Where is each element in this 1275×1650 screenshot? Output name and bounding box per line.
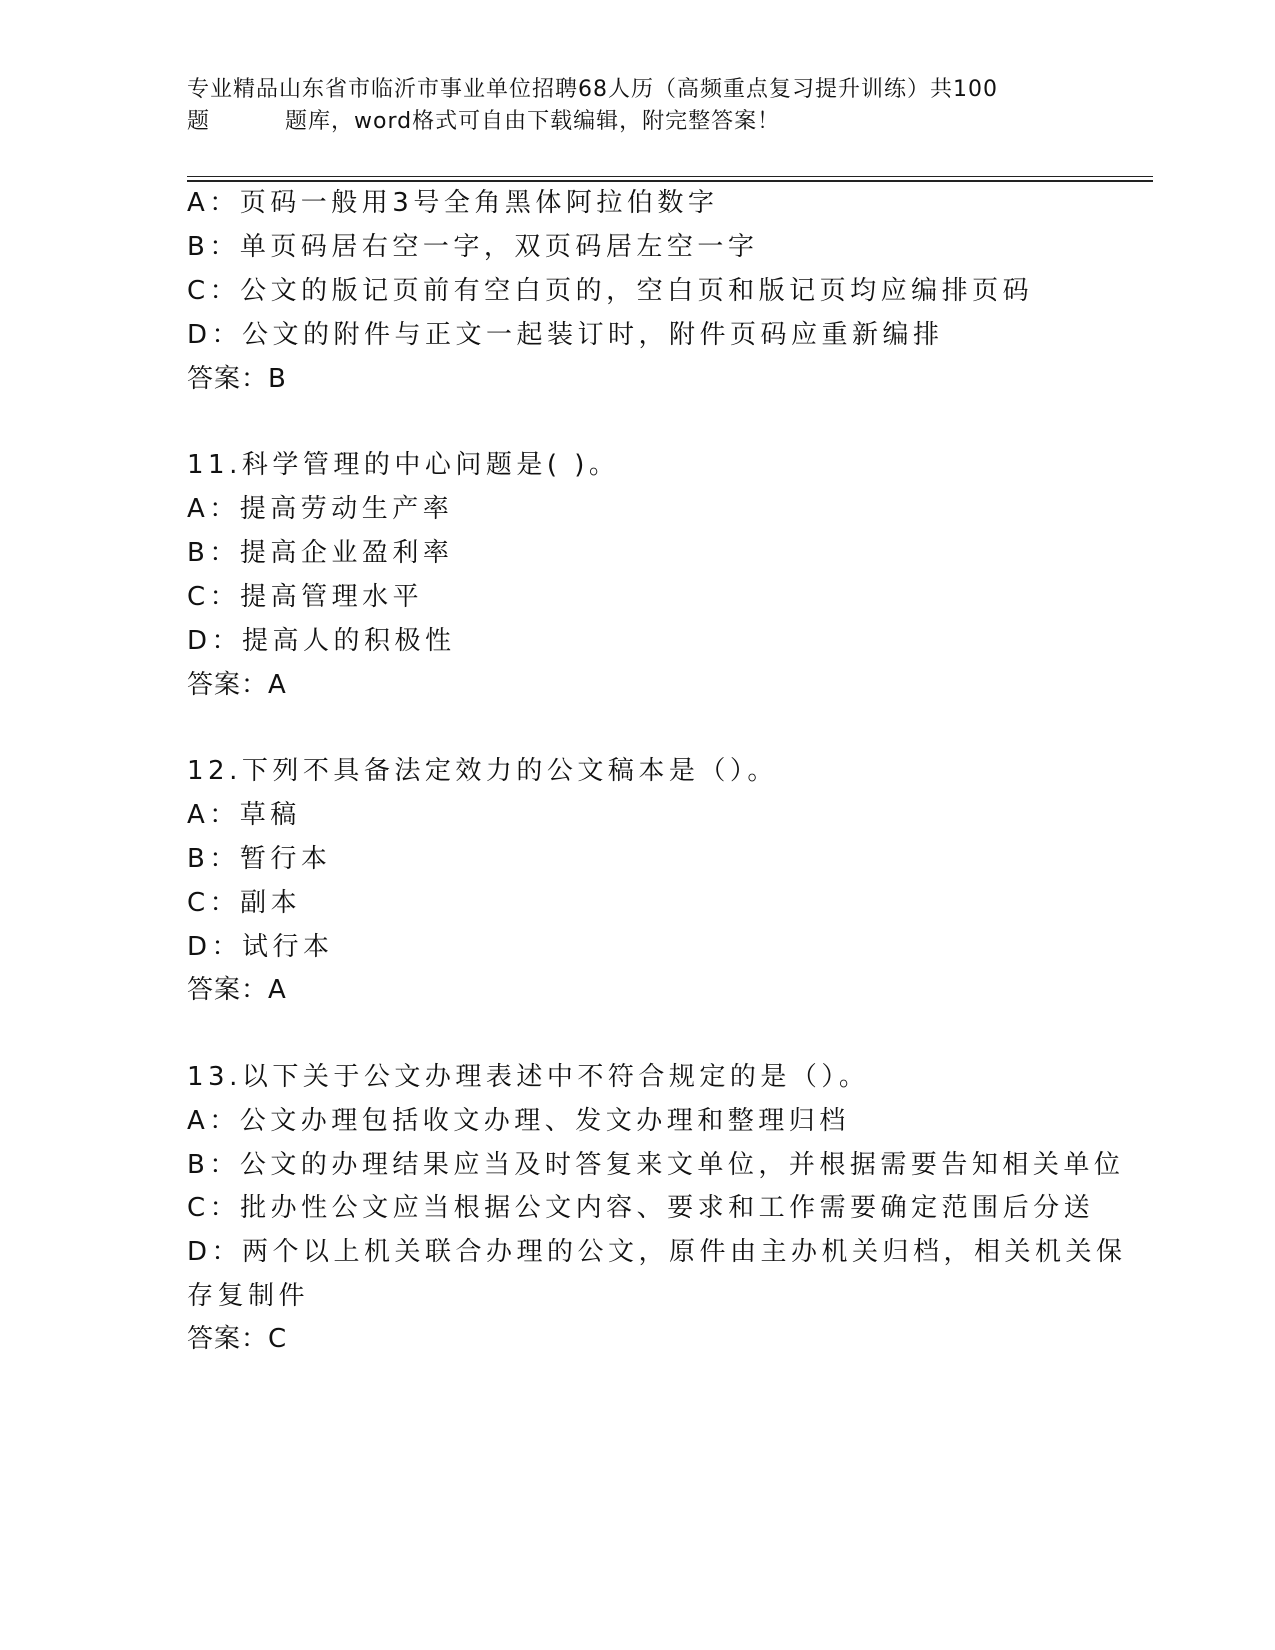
q13-question: 13.以下关于公文办理表述中不符合规定的是（）。 [187,1062,870,1092]
q13-option-a: A：公文办理包括收文办理、发文办理和整理归档 [187,1106,850,1136]
q12-option-a: A：草稿 [187,800,301,830]
prev-option-b: B：单页码居右空一字，双页码居左空一字 [187,232,759,262]
q11-question: 11.科学管理的中心问题是( )。 [187,450,620,480]
header-divider-thick [187,180,1153,182]
header-title-line2-lead: 题 [187,109,211,134]
prev-option-c: C：公文的版记页前有空白页的，空白页和版记页均应编排页码 [187,276,1034,306]
q13-option-d-line2: 存复制件 [187,1281,310,1311]
q12-answer: 答案：A [187,975,287,1005]
q12-question: 12.下列不具备法定效力的公文稿本是（）。 [187,756,778,786]
prev-option-a: A：页码一般用3号全角黑体阿拉伯数字 [187,188,719,218]
q13-option-d-line1: D：两个以上机关联合办理的公文，原件由主办机关归档，相关机关保 [187,1237,1127,1267]
header-title-line2 [187,106,1067,138]
page-header [187,74,1067,138]
q11-option-a: A：提高劳动生产率 [187,494,454,524]
q13-option-c: C：批办性公文应当根据公文内容、要求和工作需要确定范围后分送 [187,1193,1095,1223]
q11-option-d: D：提高人的积极性 [187,626,456,656]
prev-option-d: D：公文的附件与正文一起装订时，附件页码应重新编排 [187,320,944,350]
header-divider-thin [187,176,1153,177]
prev-answer: 答案：B [187,364,287,394]
q11-answer: 答案：A [187,670,287,700]
q13-answer: 答案：C [187,1324,288,1354]
q11-option-c: C：提高管理水平 [187,582,424,612]
header-title-line2-rest: 题库，word格式可自由下载编辑，附完整答案！ [285,109,781,134]
q12-option-b: B：暂行本 [187,844,332,874]
header-title-line1: 专业精品山东省市临沂市事业单位招聘68人历（高频重点复习提升训练）共100 [187,77,998,102]
q12-option-c: C：副本 [187,888,302,918]
q12-option-d: D：试行本 [187,932,334,962]
q13-option-b: B：公文的办理结果应当及时答复来文单位，并根据需要告知相关单位 [187,1150,1125,1180]
q11-option-b: B：提高企业盈利率 [187,538,454,568]
